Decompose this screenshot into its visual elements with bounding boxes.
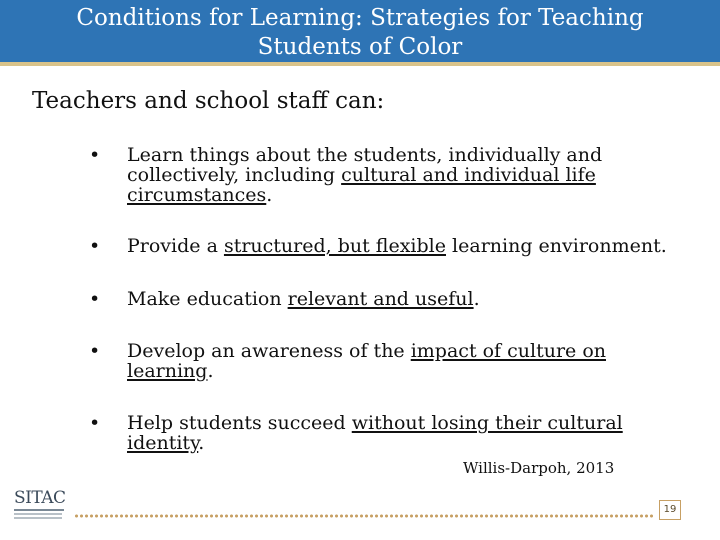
- bullet-marker: •: [89, 412, 101, 434]
- bullet-marker: •: [89, 235, 101, 257]
- slide-title-line-1: Conditions for Learning: Strategies for Teaching: [76, 5, 644, 31]
- bullet-marker: •: [89, 340, 101, 362]
- bullet-text: Make education relevant and useful.: [127, 288, 480, 310]
- slide-title-line-2: Students of Color: [257, 34, 463, 60]
- bullet-emphasis: impact of culture on learning: [127, 340, 606, 382]
- bullet-text: Help students succeed without losing their cultural identity.: [127, 412, 623, 454]
- bullet-text: Provide a structured, but flexible learning environment.: [127, 235, 667, 257]
- bullet-emphasis: structured, but flexible: [223, 235, 446, 257]
- bullet-text: Learn things about the students, individually and collectively, including cultural and individual life circumstances.: [127, 144, 603, 206]
- bullet-marker: •: [89, 288, 101, 310]
- citation: Willis-Darpoh, 2013: [463, 459, 615, 477]
- footer-dotted-rule: [74, 513, 654, 519]
- bullet-marker: •: [89, 144, 101, 166]
- bullet-emphasis: relevant and useful: [287, 288, 474, 310]
- slide-subtitle: Teachers and school staff can:: [32, 88, 385, 114]
- bullet-emphasis: without losing their cultural identity: [127, 412, 623, 454]
- bullet-emphasis: cultural and individual life circumstances: [127, 164, 596, 206]
- sttac-logo: [14, 490, 66, 522]
- page-number: 19: [659, 500, 681, 520]
- bullet-text: Develop an awareness of the impact of culture on learning.: [127, 340, 606, 382]
- logo-text: SITAC: [14, 488, 66, 508]
- slide-title-bar: [0, 0, 720, 66]
